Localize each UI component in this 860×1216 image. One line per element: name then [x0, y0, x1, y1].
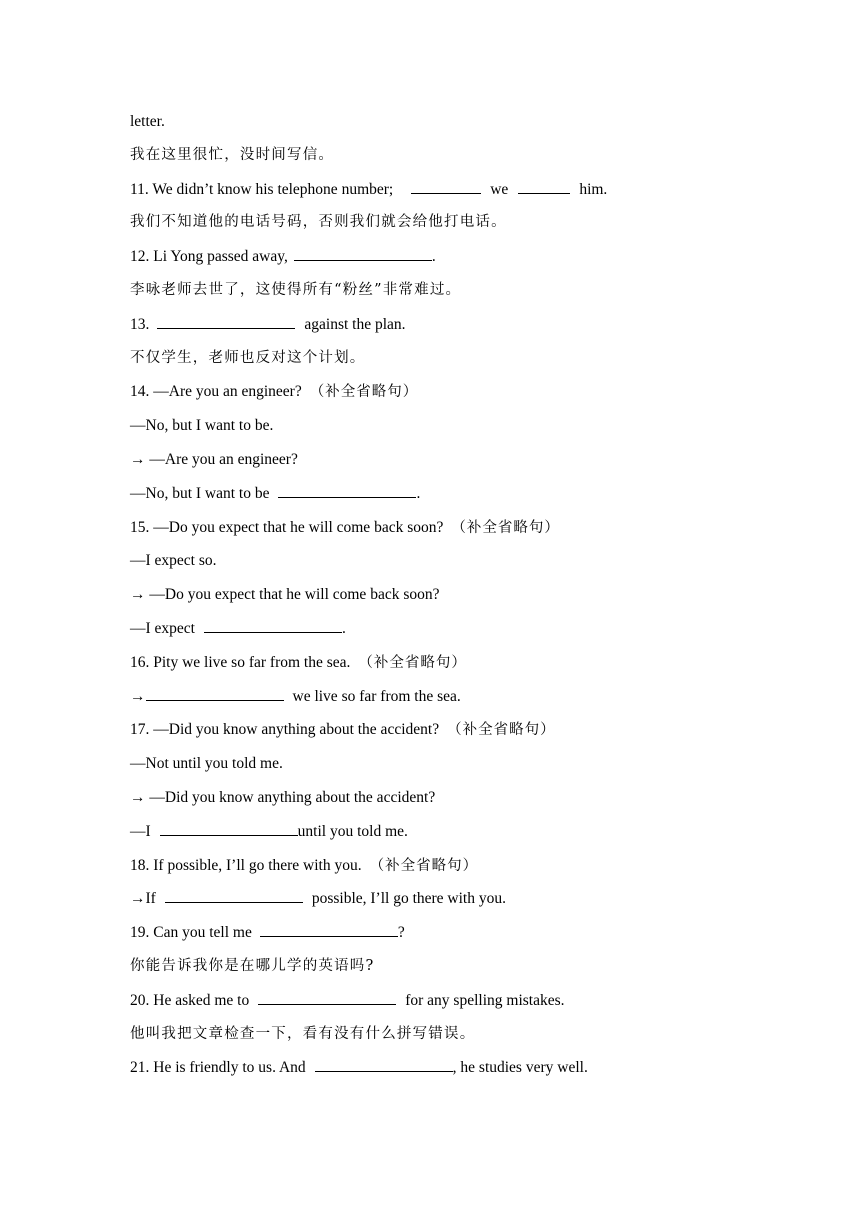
- line-text: —No, but I want to be.: [130, 417, 274, 435]
- question-15: [130, 514, 770, 548]
- chinese-translation: [130, 277, 770, 311]
- answer-blank[interactable]: [146, 685, 284, 701]
- answer-blank[interactable]: [165, 887, 303, 903]
- question-text: ?: [397, 924, 405, 942]
- question-text: 21. He is friendly to us. And: [130, 1059, 306, 1077]
- line-text: letter.: [130, 113, 165, 130]
- question-16: [130, 649, 770, 683]
- question-text: against the plan.: [304, 315, 406, 333]
- question-17: [130, 716, 770, 750]
- chinese-translation: [130, 345, 770, 379]
- question-text: until you told me.: [297, 822, 408, 840]
- question-text: 14. —Are you an engineer?: [130, 383, 302, 401]
- chinese-translation: [130, 953, 770, 987]
- question-text: 12. Li Yong passed away,: [130, 248, 288, 266]
- line-text: 不仅学生，老师也反对这个计划。: [130, 349, 366, 366]
- question-text: .: [431, 248, 436, 266]
- text-line: [130, 750, 770, 784]
- question-text: him.: [579, 180, 608, 198]
- answer-blank[interactable]: [294, 245, 432, 261]
- answer-blank[interactable]: [160, 820, 298, 836]
- text-line: [130, 581, 770, 615]
- answer-blank[interactable]: [157, 313, 295, 329]
- line-text: 你能告诉我你是在哪儿学的英语吗?: [130, 957, 375, 974]
- question-text: 20. He asked me to: [130, 991, 250, 1009]
- question-text: →If: [130, 890, 156, 908]
- answer-blank[interactable]: [260, 921, 398, 937]
- answer-line: [130, 818, 770, 852]
- question-text: 16. Pity we live so far from the sea.: [130, 653, 351, 671]
- question-text: 11. We didn’t know his telephone number;: [130, 180, 394, 198]
- text-line: [130, 412, 770, 446]
- chinese-translation: [130, 209, 770, 243]
- question-text: possible, I’ll go there with you.: [311, 890, 506, 908]
- answer-line: [130, 615, 770, 649]
- line-text: —I expect so.: [130, 552, 217, 570]
- answer-blank[interactable]: [411, 178, 481, 194]
- question-text: .: [341, 619, 346, 637]
- line-text: 我们不知道他的电话号码，否则我们就会给他打电话。: [130, 214, 507, 231]
- line-text: —Not until you told me.: [130, 755, 283, 773]
- answer-blank[interactable]: [315, 1056, 453, 1072]
- question-text: .: [416, 484, 421, 502]
- instruction-note: （补全省略句）: [447, 722, 556, 739]
- chinese-translation: [130, 142, 770, 176]
- question-text: 13.: [130, 315, 150, 333]
- question-text: —No, but I want to be: [130, 484, 270, 502]
- worksheet-page: [130, 108, 770, 1088]
- question-20: [130, 987, 770, 1021]
- instruction-note: （补全省略句）: [309, 384, 419, 401]
- text-line: [130, 784, 770, 818]
- answer-blank[interactable]: [204, 617, 342, 633]
- line-text: → —Did you know anything about the accident?: [130, 788, 436, 806]
- question-19: [130, 919, 770, 953]
- instruction-note: （补全省略句）: [451, 519, 560, 536]
- answer-blank[interactable]: [518, 178, 570, 194]
- question-text: for any spelling mistakes.: [405, 991, 565, 1009]
- answer-line: [130, 885, 770, 919]
- question-text: 18. If possible, I’ll go there with you.: [130, 856, 362, 874]
- question-text: →: [130, 687, 146, 705]
- line-text: 他叫我把文章检查一下，看有没有什么拼写错误。: [130, 1025, 476, 1042]
- answer-blank[interactable]: [278, 482, 416, 498]
- question-text: —I expect: [130, 619, 195, 637]
- question-text: we live so far from the sea.: [292, 687, 461, 705]
- text-line: [130, 446, 770, 480]
- question-text: 19. Can you tell me: [130, 924, 252, 942]
- question-13: [130, 311, 770, 345]
- question-11: [130, 176, 770, 210]
- line-text: 李咏老师去世了，这使得所有“粉丝”非常难过。: [130, 281, 462, 298]
- line-text: → —Are you an engineer?: [130, 450, 298, 468]
- line-text: → —Do you expect that he will come back soon?: [130, 586, 440, 604]
- question-12: [130, 243, 770, 277]
- question-21: [130, 1054, 770, 1088]
- question-text: , he studies very well.: [452, 1059, 588, 1077]
- instruction-note: （补全省略句）: [369, 857, 479, 874]
- question-14: [130, 378, 770, 412]
- question-text: 15. —Do you expect that he will come back soon?: [130, 518, 444, 536]
- question-text: we: [490, 180, 509, 198]
- answer-line: [130, 480, 770, 514]
- question-18: [130, 852, 770, 886]
- chinese-translation: [130, 1021, 770, 1055]
- line-text: 我在这里很忙，没时间写信。: [130, 146, 335, 163]
- text-line: [130, 547, 770, 581]
- question-text: —I: [130, 822, 151, 840]
- answer-line: [130, 683, 770, 717]
- answer-blank[interactable]: [258, 989, 396, 1005]
- instruction-note: （补全省略句）: [358, 654, 467, 671]
- question-text: 17. —Did you know anything about the accident?: [130, 721, 440, 739]
- text-line: [130, 108, 770, 142]
